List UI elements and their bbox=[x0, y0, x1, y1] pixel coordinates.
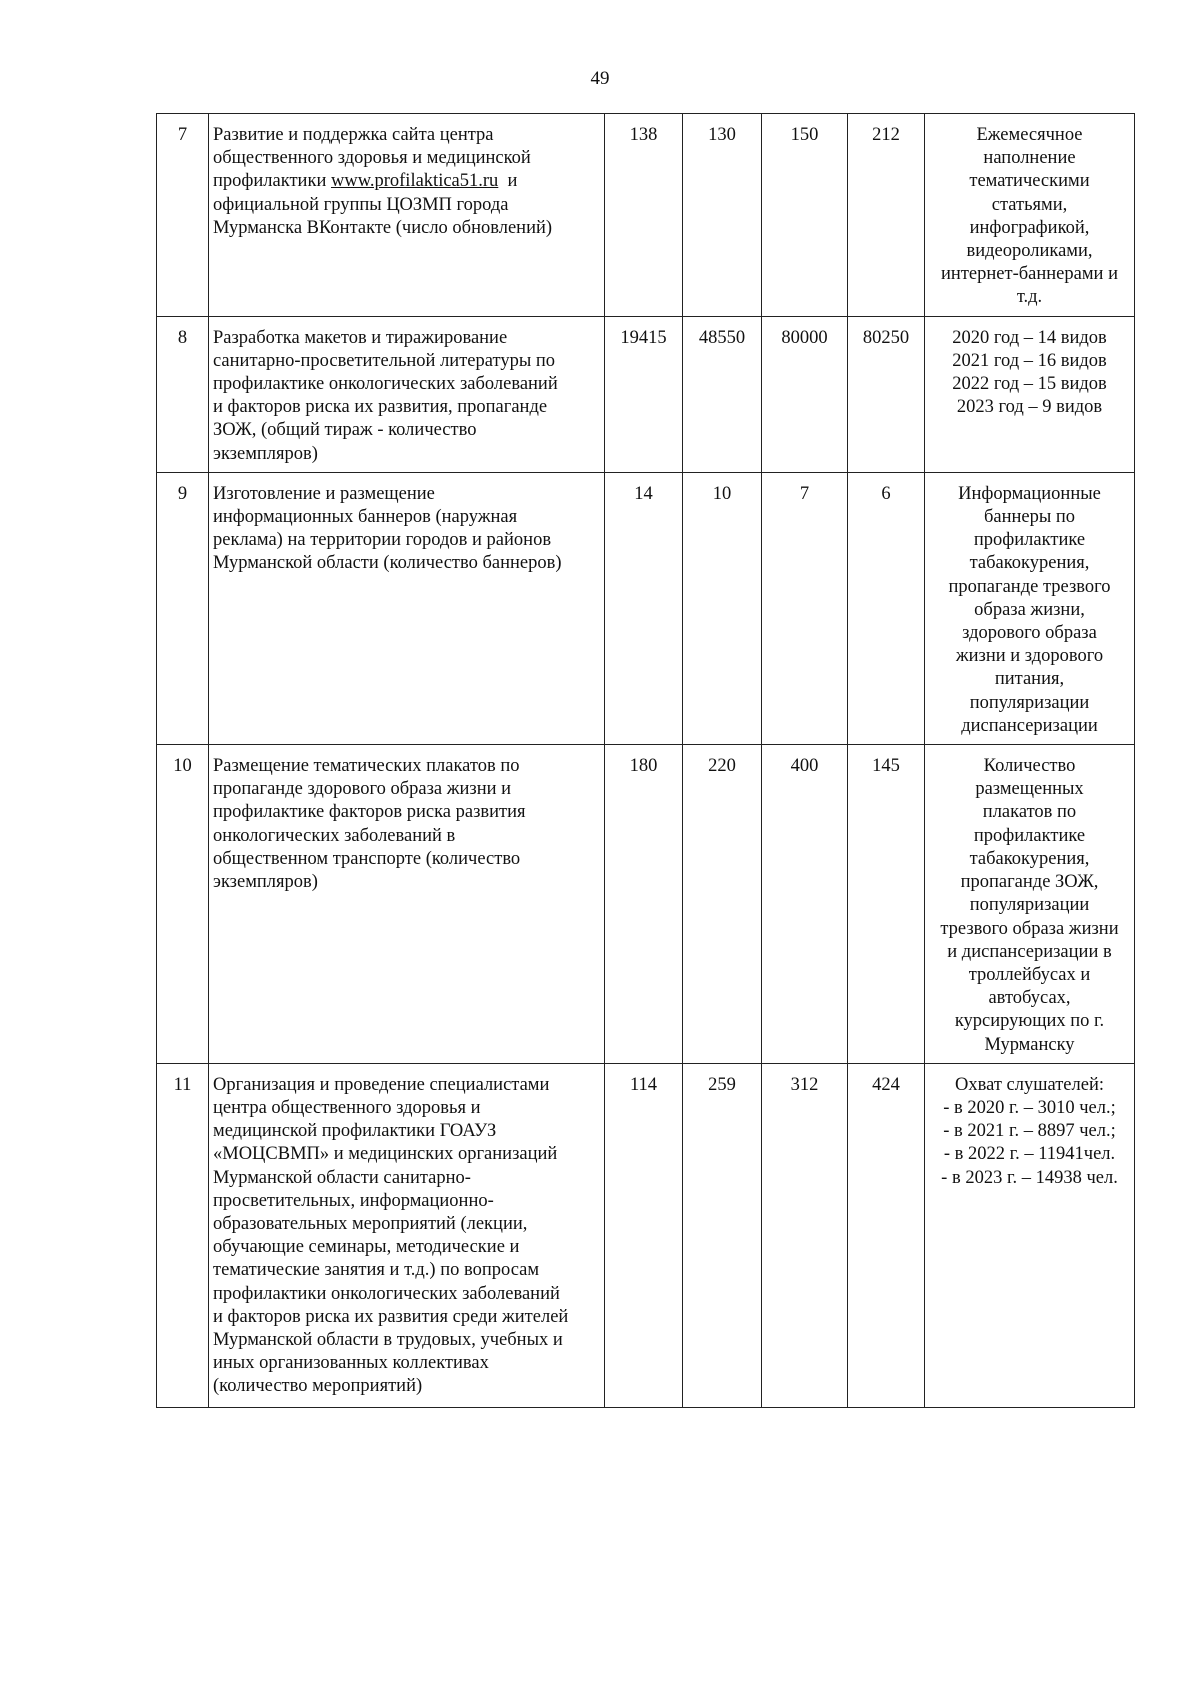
value-2022: 150 bbox=[762, 114, 848, 317]
value-2020: 14 bbox=[605, 472, 683, 744]
note-line: пропаганде ЗОЖ, bbox=[960, 872, 1099, 893]
description-line: медицинской профилактики ГОАУЗ bbox=[213, 1121, 497, 1142]
indicators-table bbox=[156, 113, 1135, 1408]
note-line: здорового образа bbox=[962, 623, 1097, 644]
table-row bbox=[157, 472, 1135, 744]
value-2023: 145 bbox=[848, 745, 925, 1064]
note-line: диспансеризации bbox=[961, 715, 1098, 736]
description-line: профилактики онкологических заболеваний bbox=[213, 1283, 560, 1304]
note-line: - в 2020 г. – 3010 чел.; bbox=[943, 1097, 1116, 1118]
note-line: 2022 год – 15 видов bbox=[952, 374, 1107, 395]
description-line: Мурманской области в трудовых, учебных и bbox=[213, 1329, 563, 1350]
description-line: профилактике онкологических заболеваний bbox=[213, 374, 558, 395]
description-line: экземпляров) bbox=[213, 872, 318, 893]
description-line: Организация и проведение специалистами bbox=[213, 1074, 550, 1095]
row-description bbox=[209, 1063, 605, 1407]
note-line: профилактике bbox=[973, 825, 1086, 846]
note-line: интернет-баннерами и bbox=[941, 264, 1118, 285]
value-2021: 130 bbox=[683, 114, 762, 317]
row-description bbox=[209, 114, 605, 317]
description-line: «МОЦСВМП» и медицинских организаций bbox=[213, 1144, 558, 1165]
description-line: центра общественного здоровья и bbox=[213, 1097, 481, 1118]
note-line: профилактике bbox=[973, 530, 1086, 551]
description-line: тематические занятия и т.д.) по вопросам bbox=[213, 1260, 540, 1281]
value-2021: 220 bbox=[683, 745, 762, 1064]
description-line: общественного здоровья и медицинской bbox=[213, 148, 531, 169]
row-number: 8 bbox=[157, 316, 209, 472]
note-line: - в 2022 г. – 11941чел. bbox=[943, 1144, 1116, 1165]
description-line: образовательных мероприятий (лекции, bbox=[213, 1213, 528, 1234]
note-line: Информационные bbox=[958, 483, 1101, 504]
note-line: статьями, bbox=[991, 194, 1068, 215]
value-2022: 400 bbox=[762, 745, 848, 1064]
note-line: автобусах, bbox=[988, 988, 1071, 1009]
note-line: популяризации bbox=[969, 692, 1090, 713]
row-number: 9 bbox=[157, 472, 209, 744]
description-line: Мурманской области (количество баннеров) bbox=[213, 553, 562, 574]
note-line: трезвого образа жизни bbox=[940, 918, 1119, 939]
row-note bbox=[925, 472, 1135, 744]
description-line: профилактике факторов риска развития bbox=[213, 802, 526, 823]
table-row bbox=[157, 745, 1135, 1064]
description-line: и факторов риска их развития среди жителей bbox=[213, 1306, 569, 1327]
note-line: плакатов по bbox=[982, 802, 1077, 823]
note-line: популяризации bbox=[969, 895, 1090, 916]
description-line: общественном транспорте (количество bbox=[213, 848, 521, 869]
description-line: пропаганде здорового образа жизни и bbox=[213, 779, 512, 800]
row-description bbox=[209, 316, 605, 472]
description-line: (количество мероприятий) bbox=[213, 1376, 423, 1397]
note-line: видеороликами, bbox=[966, 241, 1093, 262]
value-2020: 19415 bbox=[605, 316, 683, 472]
description-text: профилактики bbox=[213, 171, 331, 192]
page-number: 49 bbox=[590, 68, 610, 89]
note-line: - в 2021 г. – 8897 чел.; bbox=[943, 1121, 1116, 1142]
row-note bbox=[925, 1063, 1135, 1407]
note-line: и диспансеризации в bbox=[947, 941, 1112, 962]
note-line: 2020 год – 14 видов bbox=[952, 327, 1107, 348]
row-note bbox=[925, 316, 1135, 472]
note-line: Количество bbox=[983, 756, 1076, 777]
value-2023: 6 bbox=[848, 472, 925, 744]
description-line: Развитие и поддержка сайта центра bbox=[213, 125, 494, 145]
note-line: курсирующих по г. bbox=[954, 1011, 1105, 1032]
row-note bbox=[925, 114, 1135, 317]
row-number: 10 bbox=[157, 745, 209, 1064]
description-line: иных организованных коллективах bbox=[213, 1353, 489, 1374]
note-line: Мурманску bbox=[984, 1034, 1075, 1055]
value-2022: 312 bbox=[762, 1063, 848, 1407]
table-row bbox=[157, 316, 1135, 472]
value-2021: 259 bbox=[683, 1063, 762, 1407]
row-note bbox=[925, 745, 1135, 1064]
row-description bbox=[209, 745, 605, 1064]
description-line: санитарно-просветительной литературы по bbox=[213, 350, 556, 371]
note-line: баннеры по bbox=[983, 507, 1076, 528]
note-line: 2021 год – 16 видов bbox=[952, 350, 1107, 371]
description-line: Мурманска ВКонтакте (число обновлений) bbox=[213, 217, 553, 238]
site-link[interactable]: www.profilaktica51.ru bbox=[330, 171, 499, 192]
note-line: троллейбусах и bbox=[968, 964, 1091, 985]
note-line: питания, bbox=[994, 669, 1065, 690]
description-line: Размещение тематических плакатов по bbox=[213, 756, 520, 777]
note-line: жизни и здорового bbox=[955, 646, 1104, 667]
description-line-with-link bbox=[213, 170, 600, 193]
row-number: 7 bbox=[157, 114, 209, 317]
note-line: табакокурения, bbox=[969, 553, 1090, 574]
note-line: размещенных bbox=[975, 779, 1084, 800]
value-2022: 80000 bbox=[762, 316, 848, 472]
note-line: т.д. bbox=[1016, 287, 1043, 308]
description-line: официальной группы ЦОЗМП города bbox=[213, 194, 509, 215]
row-number: 11 bbox=[157, 1063, 209, 1407]
row-description bbox=[209, 472, 605, 744]
note-line: тематическими bbox=[969, 171, 1090, 192]
description-text: и bbox=[498, 171, 518, 192]
description-line: и факторов риска их развития, пропаганде bbox=[213, 397, 548, 418]
note-line: 2023 год – 9 видов bbox=[956, 397, 1103, 418]
note-line: образа жизни, bbox=[974, 599, 1085, 620]
note-line: табакокурения, bbox=[969, 848, 1090, 869]
value-2020: 114 bbox=[605, 1063, 683, 1407]
note-line: пропаганде трезвого bbox=[948, 576, 1111, 597]
value-2020: 138 bbox=[605, 114, 683, 317]
description-line: экземпляров) bbox=[213, 443, 318, 464]
value-2020: 180 bbox=[605, 745, 683, 1064]
description-line: ЗОЖ, (общий тираж - количество bbox=[213, 420, 477, 441]
value-2021: 10 bbox=[683, 472, 762, 744]
note-line: наполнение bbox=[983, 148, 1076, 169]
value-2023: 80250 bbox=[848, 316, 925, 472]
table-row bbox=[157, 1063, 1135, 1407]
table-row bbox=[157, 114, 1135, 317]
description-line: Изготовление и размещение bbox=[213, 483, 435, 504]
description-line: онкологических заболеваний в bbox=[213, 825, 456, 846]
value-2023: 424 bbox=[848, 1063, 925, 1407]
description-line: Мурманской области санитарно- bbox=[213, 1167, 471, 1188]
note-line: Ежемесячное bbox=[976, 125, 1083, 145]
description-line: реклама) на территории городов и районов bbox=[213, 530, 552, 551]
description-line: информационных баннеров (наружная bbox=[213, 507, 518, 528]
value-2023: 212 bbox=[848, 114, 925, 317]
value-2022: 7 bbox=[762, 472, 848, 744]
note-line: - в 2023 г. – 14938 чел. bbox=[941, 1167, 1118, 1188]
description-line: обучающие семинары, методические и bbox=[213, 1237, 520, 1258]
note-line: Охват слушателей: bbox=[955, 1074, 1104, 1095]
note-line: инфографикой, bbox=[969, 217, 1090, 238]
description-line: просветительных, информационно- bbox=[213, 1190, 494, 1211]
description-line: Разработка макетов и тиражирование bbox=[213, 327, 508, 348]
value-2021: 48550 bbox=[683, 316, 762, 472]
